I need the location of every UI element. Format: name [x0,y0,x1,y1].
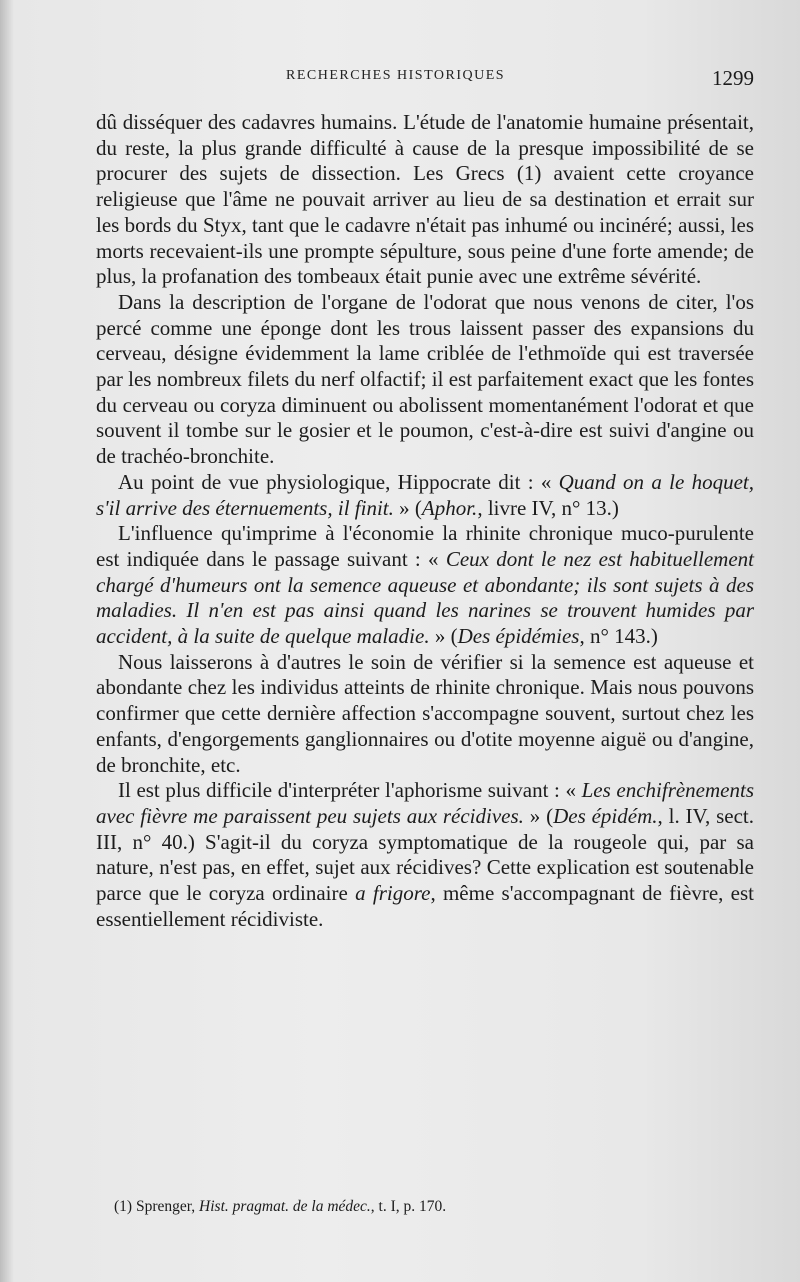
page-header [96,66,754,90]
citation-ref: , n° 143.) [579,624,658,649]
footnote-marker: (1) Sprenger, [114,1198,200,1215]
paragraph-aphorisme [96,778,754,932]
quotation: Les enchifrènements avec fièvre me paraissent peu sujets aux récidives. [96,778,754,828]
paragraph-semence: Nous laisserons à d'autres le soin de vérifier si la semence est aqueuse et abondante chez les individus atteints de rhinite chronique. Mais nous pouvons confirmer que cette dernière affection s'accompagne souvent, surtout chez les enfants, d'engorgements ganglionnaires ou d'otite moyenne aiguë ou d'angine, de bronchite, etc. [96,649,754,777]
text-run: , l. IV, sect. III, n° 40.) S'agit-il du coryza symptomatique de la rougeole qui, par sa nature, n'est pas, en effet, sujet aux récidives? Cette explication est soutenable parce que le coryza ordinaire [96,803,754,906]
footnote-title: Hist. pragmat. de la médec. [199,1198,371,1215]
paragraph-odorat: Dans la description de l'organe de l'odorat que nous venons de citer, l'os percé comme une éponge dont les trous laissent passer des expansions du cerveau, désigne évidemment la lame criblée de l'ethmoïde qui est traversée par les nombreux filets du nerf olfactif; il est parfaitement exact que les fontes du cerveau ou coryza diminuent ou abolissent momentanément l'odorat et que souvent il tombe sur le gosier et le poumon, c'est-à-dire est suivi d'angine ou de trachéo-bronchite. [96,289,754,469]
citation-title: Des épidém. [553,803,658,828]
footnote-ref: , t. I, p. 170. [370,1198,447,1215]
text-run: » ( [429,624,458,649]
text-run: » ( [523,803,554,828]
page-number: 1299 [712,66,754,90]
text-run: Il est plus difficile d'interpréter l'aphorisme suivant : « [118,778,582,803]
text-run: L'influence qu'imprime à l'économie la rhinite chronique muco-purulente est indiquée dans le passage suivant : « [96,521,754,571]
quotation: Ceux dont le nez est habituellement chargé d'humeurs ont la semence aqueuse et abondante; ils sont sujets à des maladies. Il n'en est pas ainsi quand les narines se trouvent humides par accident, à la suite de quelque maladie. [96,546,755,649]
paragraph-rhinite [96,521,754,650]
running-head: RECHERCHES HISTORIQUES [286,68,506,83]
text-run: Au point de vue physiologique, Hippocrate dit : « [118,469,559,494]
citation-title: Des épidémies [457,624,580,649]
paragraph-continuation: dû disséquer des cadavres humains. L'étude de l'anatomie humaine présentait, du reste, la plus grande difficulté à cause de la presque impossibilité de se procurer des sujets de dissection. Les Grecs (1) avaient cette croyance religieuse que l'âme ne pouvait arriver au lieu de sa destination et errait sur les bords du Styx, tant que le cadavre n'était pas inhumé ou incinéré; aussi, les morts recevaient-ils une prompte sépulture, sous peine d'une forte amende; de plus, la profanation des tombeaux était punie avec une extrême sévérité. [96,110,754,289]
paragraph-hoquet [96,470,754,521]
text-run: » ( [393,495,422,520]
body-text [96,110,754,933]
text-run: , même s'accompagnant de fièvre, est essentiellement récidiviste. [96,881,754,931]
latin-phrase: a frigore [355,881,431,906]
quotation: Quand on a le hoquet, s'il arrive des éternuements, il finit. [96,469,754,520]
citation-ref: , livre IV, n° 13.) [477,495,619,520]
footnote [114,1198,734,1216]
citation-title: Aphor. [421,495,478,520]
